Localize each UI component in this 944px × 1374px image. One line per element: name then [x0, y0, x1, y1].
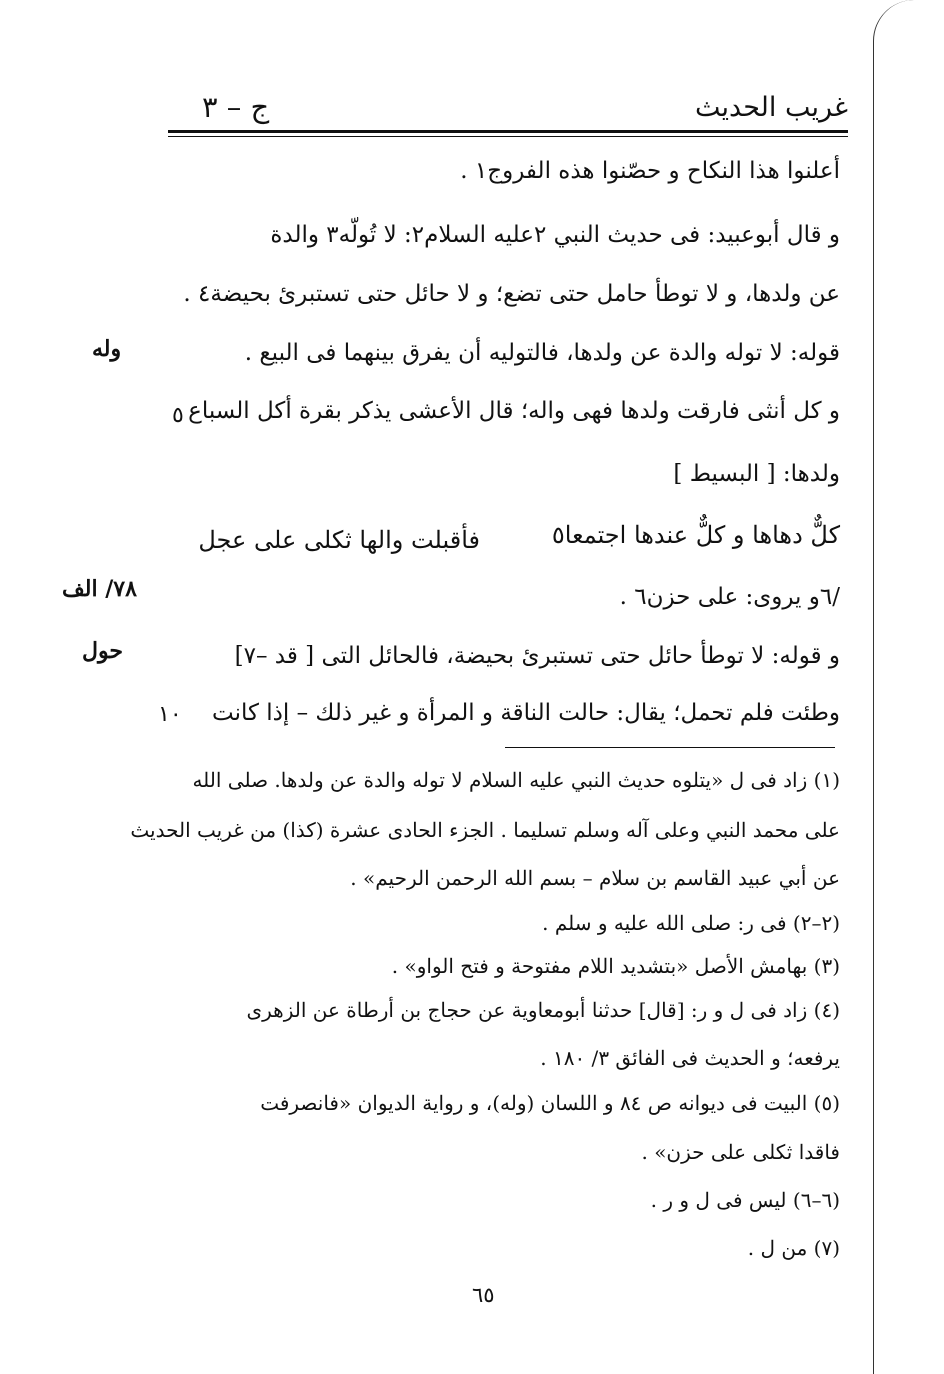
footnote-rule — [505, 747, 835, 748]
footnote-line-10: (٦–٦) ليس فى ل و ر . — [650, 1188, 840, 1212]
footnote-line-3: عن أبي عبيد القاسم بن سلام – بسم الله الرحمن الرحيم» . — [350, 866, 840, 890]
volume-label: ج – ٣ — [202, 90, 270, 124]
page-header — [168, 82, 848, 130]
body-line-4: قوله: لا توله والدة عن ولدها، فالتوليه أن يفرق بينهما فى البيع . — [244, 340, 840, 366]
footnote-line-1: (١) زاد فى ل «يتلوه حديث النبي عليه السلام لا توله والدة عن ولدها. صلى الله — [192, 768, 840, 792]
page-edge — [873, 0, 914, 1374]
footnote-line-5: (٣) بهامش الأصل «بتشديد اللام مفتوحة و فتح الواو» . — [391, 954, 840, 978]
verse-hemistich-2: كلٌّ دهاها و كلٌّ عندها اجتمعا٥ — [551, 521, 840, 549]
body-line-1: أعلنوا هذا النكاح و حصّنوا هذه الفروج١ . — [460, 158, 840, 184]
footnote-line-9: فاقدا ثكلى على حزن» . — [641, 1140, 840, 1164]
footnote-line-6: (٤) زاد فى ل و ر: [قال] حدثنا أبومعاوية عن حجاج بن أرطاة عن الزهرى — [246, 998, 840, 1022]
body-line-9: وطئت فلم تحمل؛ يقال: حالت الناقة و المرأة و غير ذلك – إذا كانت — [212, 700, 840, 726]
footnote-line-8: (٥) البيت فى ديوانه ص ٨٤ و اللسان (وله)، و رواية الديوان «فانصرفت — [260, 1091, 840, 1115]
footnote-line-7: يرفعه؛ و الحديث فى الفائق ٣/ ١٨٠ . — [540, 1046, 840, 1070]
footnote-line-11: (٧) من ل . — [747, 1236, 840, 1260]
header-rule-thin — [168, 136, 848, 137]
page-number: ٦٥ — [472, 1283, 495, 1307]
body-line-5: و كل أنثى فارقت ولدها فهى واله؛ قال الأعشى يذكر بقرة أكل السباع — [188, 398, 840, 424]
margin-note-1: وله — [92, 336, 122, 362]
line-number-10: ١٠ — [158, 702, 182, 727]
book-title: غريب الحديث — [695, 92, 848, 123]
body-line-3: عن ولدها، و لا توطأ حامل حتى تضع؛ و لا حائل حتى تستبرئ بحيضة٤ . — [183, 281, 840, 307]
footnote-line-4: (٢–٢) فى ر: صلى الله عليه و سلم . — [542, 911, 840, 935]
line-number-5: ٥ — [172, 403, 184, 428]
header-rule-thick — [168, 130, 848, 133]
body-line-7: /٦و يروى: على حزن٦ . — [619, 584, 840, 610]
margin-note-2: ٧٨/ الف — [62, 576, 137, 602]
margin-note-3: حول — [82, 638, 123, 664]
verse-hemistich-1: فأقبلت والها ثكلى على عجل — [198, 526, 480, 554]
body-line-8: و قوله: لا توطأ حائل حتى تستبرئ بحيضة، فالحائل التى [ قد –٧] — [234, 643, 840, 669]
footnote-line-2: على محمد النبي وعلى آله وسلم تسليما . الجزء الحادى عشرة (كذا) من غريب الحديث — [130, 818, 840, 842]
body-line-6: ولدها: [ البسيط ] — [673, 461, 840, 487]
body-line-2: و قال أبوعبيد: فى حديث النبي ٢عليه السلام٢: لا تُولّه٣ والدة — [270, 222, 840, 248]
